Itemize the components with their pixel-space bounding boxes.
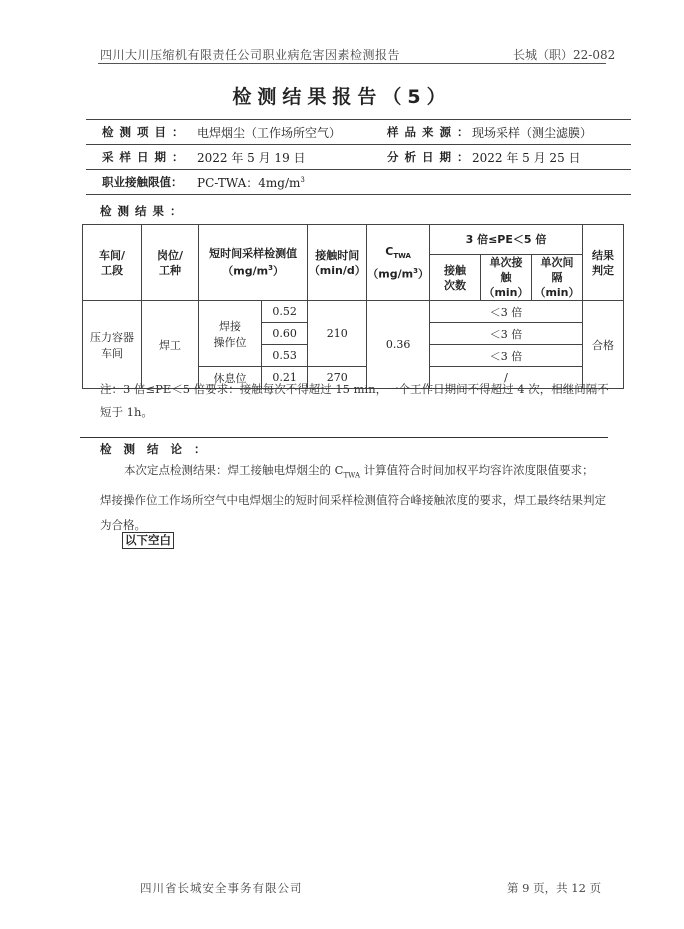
col-workshop: 车间/ 工段: [83, 225, 142, 301]
conclusion-label: 检 测 结 论 ：: [100, 442, 210, 456]
blank-below-stamp: 以下空白: [122, 532, 174, 549]
cell-time: 270: [308, 367, 367, 389]
limit-label: 职业接触限值：: [102, 175, 183, 189]
limit-value: [197, 170, 631, 195]
cell-value: 0.60: [262, 323, 308, 345]
info-table: [86, 119, 631, 195]
conclusion-text: 本次定点检测结果：焊工接触电焊烟尘的 $C_{TWA}$ 计算值符合时间加权平均容许浓度限值要求； 焊接操作位工作场所空气中电焊烟尘的短时间采样检测值符合峰接触浓度的要求，焊工最终结果判定为合格。: [100, 463, 606, 533]
cell-position-welding: 焊接 操作位: [199, 301, 262, 367]
cell-pe: ＜3 倍: [430, 301, 583, 323]
footer-company: 四川省长城安全事务有限公司: [140, 881, 303, 895]
col-ctwa: $C_{TWA}$ $(mg/m^3)$: [367, 225, 430, 301]
col-post: 岗位/ 工种: [142, 225, 199, 301]
sample-date-label: 采 样 日 期 ：: [102, 150, 185, 164]
page-title: 检测结果报告（5）: [232, 86, 452, 108]
info-row: [86, 145, 631, 170]
col-pe-interval: 单次间 隔（min）: [532, 255, 583, 301]
cell-value: 0.21: [262, 367, 308, 389]
col-pe-single: 单次接 触（min）: [481, 255, 532, 301]
col-pe: 3 倍≤PE＜5 倍: [430, 225, 583, 255]
header-report-number: 长城（职）22-082: [513, 48, 616, 62]
cell-time: 210: [308, 301, 367, 367]
analysis-date-value: 2022 年 5 月 25 日: [472, 150, 581, 165]
table-note: 注：3 倍≤PE＜5 倍要求：接触每次不得超过 15 min，一个工作日期间不得超过 4 次，相继间隔不短于 1h。: [100, 382, 609, 419]
cell-judgement: 合格: [583, 301, 624, 389]
cell-position-rest: 休息位: [199, 367, 262, 389]
cell-pe: ＜3 倍: [430, 345, 583, 367]
limit-text: PC-TWA：4mg/m: [197, 175, 301, 190]
sample-date-value: 2022 年 5 月 19 日: [197, 150, 306, 165]
col-judgement: 结果 判定: [583, 225, 624, 301]
source-label: 样 品 来 源 ：: [387, 125, 470, 139]
item-label: 检 测 项 目 ：: [102, 125, 185, 139]
cell-workshop: 压力容器 车间: [83, 301, 142, 389]
source-value: 现场采样（测尘滤膜）: [472, 125, 593, 140]
cell-value: 0.52: [262, 301, 308, 323]
cell-pe: ＜3 倍: [430, 323, 583, 345]
header-company: 四川大川压缩机有限责任公司职业病危害因素检测报告: [100, 48, 401, 62]
col-short-term: 短时间采样检测值 $(mg/m^3)$: [199, 225, 308, 301]
results-table: [82, 224, 624, 389]
results-label: 检 测 结 果 ：: [100, 204, 183, 218]
cell-value: 0.53: [262, 345, 308, 367]
footer-page-number: 第 9 页，共 12 页: [507, 881, 602, 895]
analysis-date-label: 分 析 日 期 ：: [387, 150, 470, 164]
cell-pe: /: [430, 367, 583, 389]
header-divider: [98, 63, 606, 64]
col-exposure-time: 接触时间 （min/d）: [308, 225, 367, 301]
col-pe-count: 接触 次数: [430, 255, 481, 301]
cell-post: 焊工: [142, 301, 199, 389]
conclusion-divider: [80, 437, 608, 438]
table-row: [83, 301, 624, 323]
info-row: [86, 120, 631, 145]
limit-sup: 3: [300, 175, 305, 184]
cell-ctwa: 0.36: [367, 301, 430, 389]
item-value: 电焊烟尘（工作场所空气）: [197, 125, 342, 140]
info-row: [86, 170, 631, 195]
